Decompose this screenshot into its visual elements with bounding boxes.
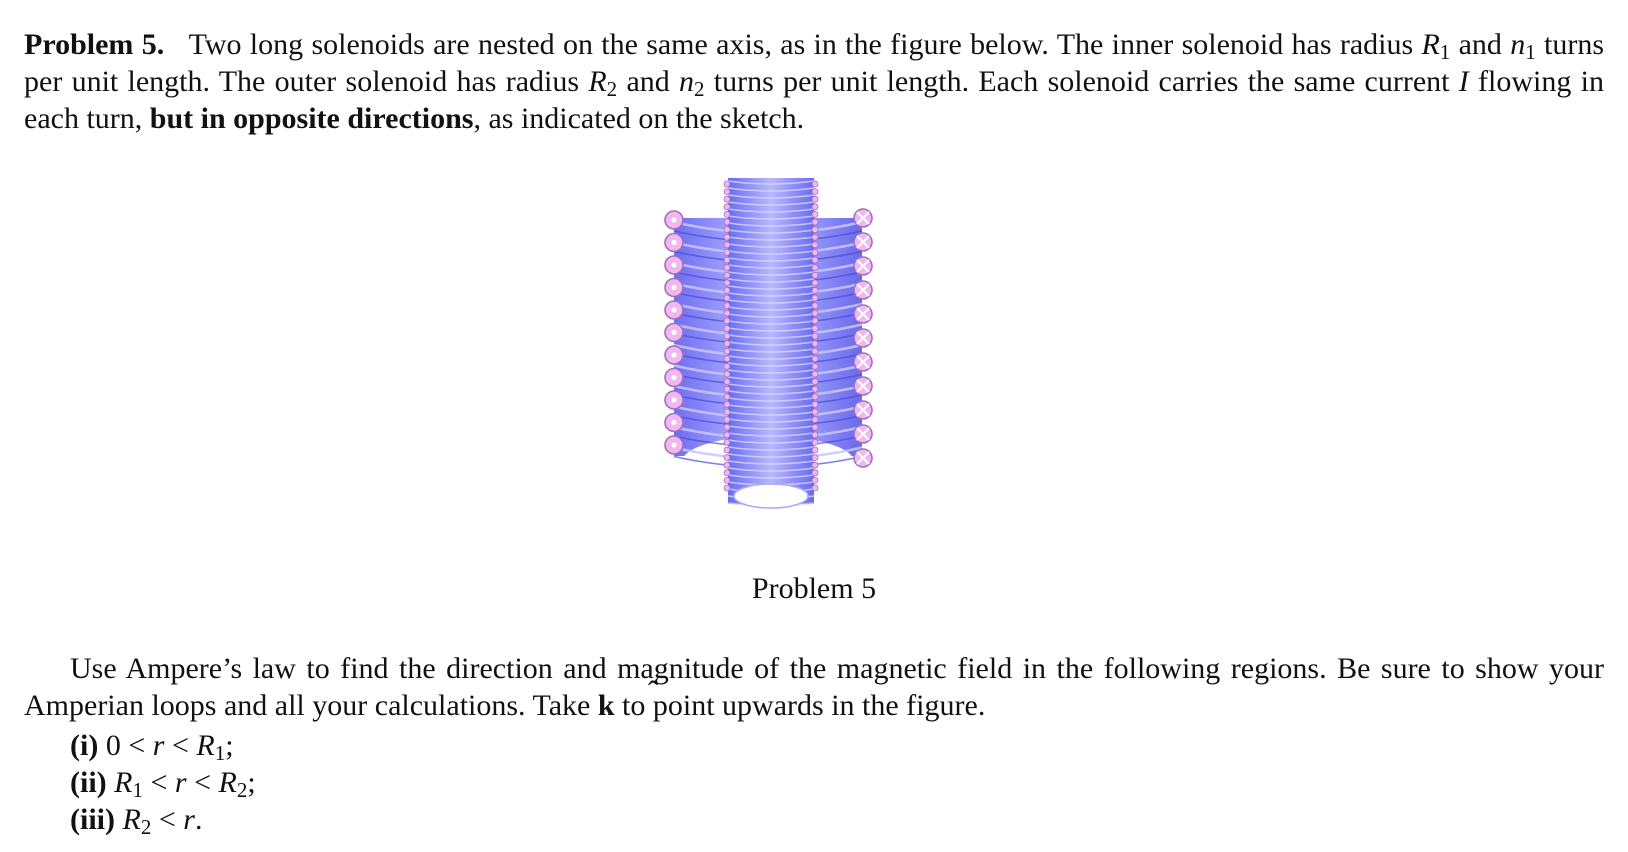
inner-current-marker xyxy=(812,287,818,293)
symbol-R2-sub: 2 xyxy=(606,77,618,101)
inner-current-marker xyxy=(812,341,818,347)
outer-right-current-markers xyxy=(854,209,872,467)
intro-and-2: and xyxy=(617,65,680,98)
inner-current-marker xyxy=(812,189,818,195)
region-item-2-math-b: < xyxy=(186,766,219,799)
inner-current-marker xyxy=(724,211,730,217)
inner-current-marker xyxy=(724,242,730,248)
problem-label: Problem 5. xyxy=(24,28,165,61)
inner-current-marker xyxy=(724,462,730,468)
inner-current-marker xyxy=(724,280,730,286)
inner-current-marker xyxy=(812,249,818,255)
outer-left-dot-center xyxy=(671,330,676,335)
inner-current-marker xyxy=(812,272,818,278)
inner-current-marker xyxy=(724,257,730,263)
region-item-1-label: (i) xyxy=(70,729,99,762)
inner-current-marker xyxy=(724,196,730,202)
inner-current-marker xyxy=(724,371,730,377)
region-item-1-math-a: 0 < xyxy=(98,729,153,762)
inner-current-marker xyxy=(812,303,818,309)
inner-current-marker xyxy=(724,432,730,438)
symbol-n2-sub: 2 xyxy=(694,77,705,101)
region-item-3-r: r xyxy=(183,803,195,836)
inner-current-marker xyxy=(812,356,818,362)
inner-current-marker xyxy=(724,477,730,483)
inner-current-marker xyxy=(724,318,730,324)
inner-current-marker xyxy=(812,439,818,445)
inner-current-marker xyxy=(812,409,818,415)
inner-current-marker xyxy=(724,447,730,453)
inner-current-marker xyxy=(724,189,730,195)
inner-current-marker xyxy=(724,265,730,271)
inner-current-marker xyxy=(812,219,818,225)
intro-text-d: flowing in each turn, xyxy=(24,65,1604,135)
question-text-a: Use Ampere’s law to find the direction and magnitude of the magnetic field in the following regions. Be sure to show your Amperian loops and all your calculations. Take xyxy=(24,652,1604,722)
intro-text-b: turns per unit length. The outer solenoid has radius xyxy=(24,28,1605,98)
inner-solenoid-coils xyxy=(724,178,818,508)
outer-left-dot-center xyxy=(671,442,676,447)
outer-left-current-markers xyxy=(665,211,683,454)
inner-current-marker xyxy=(724,401,730,407)
inner-current-marker xyxy=(724,341,730,347)
inner-current-marker xyxy=(724,325,730,331)
region-item-3-pre xyxy=(115,803,123,836)
question-text-b: to point upwards in the figure. xyxy=(614,689,986,722)
region-item-2-r: r xyxy=(174,766,187,799)
unit-vector-k-hat: ˆ k xyxy=(598,689,615,722)
region-item-2-R: R xyxy=(218,766,237,799)
inner-current-marker xyxy=(724,234,730,240)
inner-current-marker xyxy=(812,295,818,301)
inner-current-marker xyxy=(812,257,818,263)
emphasis-opposite-directions: but in opposite directions xyxy=(149,102,474,135)
outer-left-dot-center xyxy=(671,397,676,402)
region-item-2 xyxy=(70,764,256,801)
symbol-I: I xyxy=(1458,65,1469,98)
inner-current-marker xyxy=(812,310,818,316)
inner-current-marker xyxy=(724,303,730,309)
region-item-1 xyxy=(70,727,256,764)
inner-current-marker xyxy=(724,204,730,210)
inner-current-marker xyxy=(812,333,818,339)
symbol-n1-sub: 1 xyxy=(1525,40,1536,64)
inner-current-marker xyxy=(724,295,730,301)
intro-text-c: turns per unit length. Each solenoid carries the same current xyxy=(704,65,1459,98)
region-item-3-math-a: < xyxy=(151,803,184,836)
inner-current-marker xyxy=(724,485,730,491)
region-item-1-end: ; xyxy=(225,729,234,762)
inner-current-marker xyxy=(724,310,730,316)
region-item-2-end: ; xyxy=(247,766,256,799)
inner-current-marker xyxy=(812,234,818,240)
inner-current-marker xyxy=(812,348,818,354)
inner-current-marker xyxy=(812,455,818,461)
symbol-n2: n xyxy=(679,65,695,98)
inner-current-marker xyxy=(812,181,818,187)
outer-left-dot-center xyxy=(671,262,676,267)
inner-current-marker xyxy=(724,417,730,423)
outer-left-dot-center xyxy=(671,240,676,245)
inner-current-marker xyxy=(724,409,730,415)
outer-left-dot-center xyxy=(671,217,676,222)
region-item-1-math-b: < xyxy=(164,729,197,762)
inner-current-marker xyxy=(812,211,818,217)
region-item-2-math-a: < xyxy=(142,766,175,799)
inner-current-marker xyxy=(724,363,730,369)
intro-text-a: Two long solenoids are nested on the same axis, as in the figure below. The inner solenoid has radius xyxy=(188,28,1414,61)
intro-text-e: , as indicated on the sketch. xyxy=(473,102,805,135)
inner-current-marker xyxy=(724,394,730,400)
inner-current-marker xyxy=(812,462,818,468)
region-item-2-sub-first: 1 xyxy=(132,778,143,802)
figure-caption: Problem 5 xyxy=(751,572,877,605)
inner-current-marker xyxy=(812,477,818,483)
inner-current-marker xyxy=(812,196,818,202)
inner-current-marker xyxy=(812,394,818,400)
inner-current-marker xyxy=(724,470,730,476)
inner-current-marker xyxy=(724,333,730,339)
region-list xyxy=(70,727,256,838)
symbol-n1: n xyxy=(1510,28,1526,61)
inner-current-marker xyxy=(724,181,730,187)
inner-current-marker xyxy=(724,219,730,225)
inner-current-marker xyxy=(812,363,818,369)
region-item-1-R: R xyxy=(196,729,215,762)
outer-left-dot-center xyxy=(671,420,676,425)
inner-current-marker xyxy=(812,265,818,271)
region-item-2-R-first: R xyxy=(114,766,133,799)
intro-and-1: and xyxy=(1450,28,1511,61)
outer-left-dot-center xyxy=(671,307,676,312)
nested-solenoids-figure xyxy=(660,178,910,538)
inner-current-marker xyxy=(724,356,730,362)
outer-left-dot-center xyxy=(671,285,676,290)
inner-current-marker xyxy=(724,348,730,354)
inner-current-marker xyxy=(724,386,730,392)
problem-statement xyxy=(24,26,1604,137)
inner-current-marker xyxy=(724,424,730,430)
symbol-R1: R xyxy=(1421,28,1440,61)
inner-current-marker xyxy=(724,287,730,293)
region-item-2-label: (ii) xyxy=(70,766,107,799)
inner-current-marker xyxy=(812,204,818,210)
region-item-3-sub-first: 2 xyxy=(140,815,152,839)
region-item-1-r: r xyxy=(152,729,165,762)
inner-solenoid-bottom-opening xyxy=(734,484,808,508)
region-item-3 xyxy=(70,801,256,838)
region-item-3-label: (iii) xyxy=(70,803,115,836)
inner-current-marker xyxy=(812,379,818,385)
inner-current-marker xyxy=(812,485,818,491)
inner-current-marker xyxy=(812,386,818,392)
inner-current-marker xyxy=(812,447,818,453)
question-text xyxy=(24,650,1604,724)
inner-current-marker xyxy=(724,379,730,385)
symbol-R2: R xyxy=(588,65,607,98)
outer-left-dot-center xyxy=(671,375,676,380)
inner-current-marker xyxy=(812,424,818,430)
inner-current-marker xyxy=(724,227,730,233)
region-item-2-sub: 2 xyxy=(236,778,248,802)
inner-current-marker xyxy=(724,249,730,255)
inner-current-marker xyxy=(812,227,818,233)
inner-current-marker xyxy=(812,401,818,407)
inner-current-marker xyxy=(812,318,818,324)
inner-current-marker xyxy=(812,470,818,476)
region-item-3-end: . xyxy=(194,803,203,836)
inner-current-marker xyxy=(812,371,818,377)
region-item-3-R-first: R xyxy=(122,803,141,836)
inner-current-marker xyxy=(812,280,818,286)
inner-current-marker xyxy=(812,242,818,248)
region-item-1-sub: 1 xyxy=(214,741,226,765)
outer-left-dot-center xyxy=(671,352,676,357)
inner-current-marker xyxy=(812,417,818,423)
inner-current-marker xyxy=(812,325,818,331)
inner-current-marker xyxy=(724,455,730,461)
inner-current-marker xyxy=(812,432,818,438)
symbol-R1-sub: 1 xyxy=(1439,40,1451,64)
inner-current-marker xyxy=(724,272,730,278)
inner-current-marker xyxy=(724,439,730,445)
